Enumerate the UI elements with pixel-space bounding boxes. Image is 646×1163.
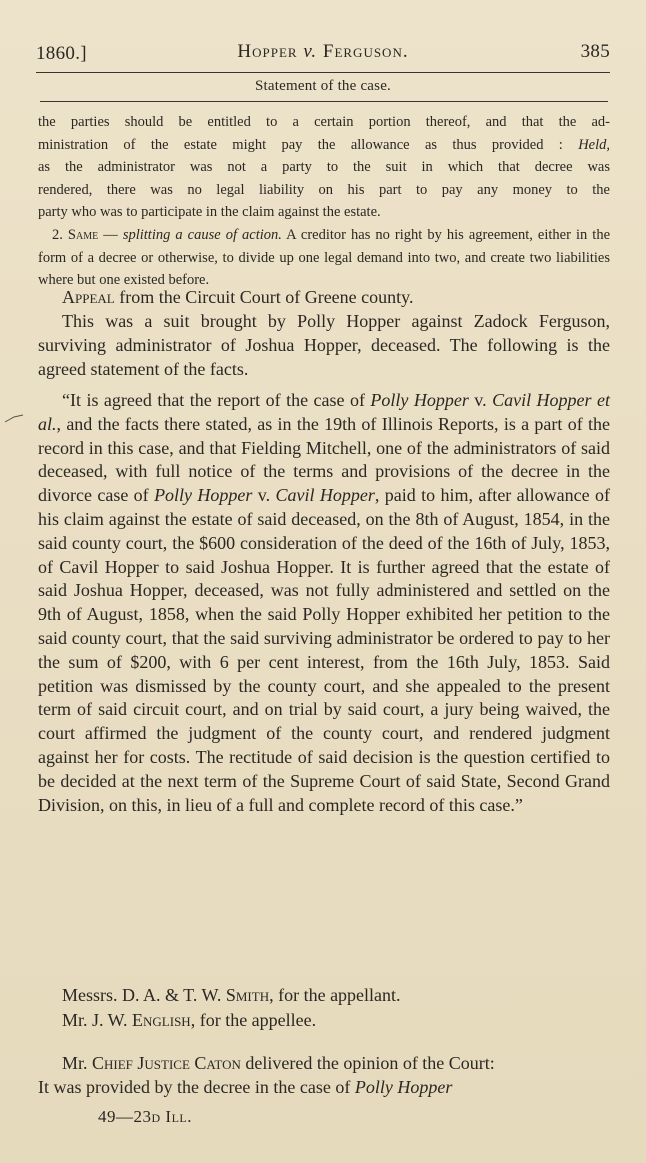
- margin-pencil-mark: [4, 414, 24, 424]
- stmt-case1b: Cavil Hopper et al.: [38, 390, 610, 434]
- counsel-appellee: [38, 1009, 610, 1033]
- opinion-post: delivered the opinion of the Court:: [240, 1053, 495, 1073]
- headnote-line-2: [38, 134, 610, 157]
- signature-mark: [98, 1107, 192, 1127]
- headnote-line-1: the parties should be entitled to a certain portion thereof, and that the ad-: [38, 114, 610, 130]
- stmt-case2b: Cavil Hopper: [275, 485, 375, 506]
- counsel2-pre: Mr. J. W.: [62, 1010, 133, 1030]
- page-subtitle: Statement of the case.: [254, 78, 392, 94]
- headnote-2-text: A creditor has no right by his agreement, either in the form of a decree or otherwise, to divide up one legal demand into two, and create two liabilities where but one existed before.: [38, 227, 611, 289]
- header-rule: [36, 72, 610, 73]
- counsel1-name: Smith: [225, 985, 270, 1005]
- opinion-pre: Mr.: [62, 1053, 93, 1073]
- headnote-line-2-text: ministration of the estate might pay the allowance as thus provided : Held,: [38, 136, 610, 153]
- folio-right: 385: [580, 41, 610, 62]
- headnote-line-5: party who was to participate in the claim against the estate.: [38, 204, 381, 221]
- signature-sc: d Ill.: [151, 1107, 192, 1126]
- folio-left: 1860.]: [36, 43, 87, 64]
- stmt-case1: Polly Hopper: [370, 390, 469, 410]
- agreed-statement: [38, 389, 610, 817]
- stmt-rest: , paid to him, after allowance of his claim against the estate of said deceased, on the 8th of August, 1854, in the said county court, the $600 consideration of the deed of the 16th of July, 1853, of Cavil Hopper to said Joshua Hopper. It is further agreed that the estate of said Joshua Hopper, deceased, was not fully administered and settled on the 9th of August, 1858, when the said Polly Hopper exhibited her petition to the said county court, that the said surviving administrator be ordered to pay to her the sum of $200, with 6 per cent interest, from the 16th July, 1853. Said petition was dismissed by the county court, and she appealed to the present term of said circuit court, and on trial by said court, a jury being waived, the court affirmed the judgment of the county court, and rendered judgment against her for costs. The rectitude of said decision is the question certified to be decided at the next term of the Supreme Court of said State, Second Grand Division, on this, in lieu of a full and complete record of this case.”: [38, 485, 610, 815]
- signature-pre: 49—23: [98, 1107, 152, 1126]
- stmt-mid1: , and the facts there stated, as in the 19th of Illinois Reports, is a part of the record in this case, and that Fielding Mitchell, one of the administrators of said deceased, with full notice of the terms and provisions of the decree in the divorce case of: [38, 413, 610, 506]
- appeal-label: Appeal: [62, 287, 115, 307]
- headnote-2: [38, 224, 610, 292]
- opinion-name: Chief Justice Caton: [92, 1053, 241, 1073]
- title-part2: Ferguson.: [322, 41, 409, 62]
- opinion-first-line: [38, 1076, 610, 1100]
- stmt-v2: v.: [252, 485, 276, 506]
- intro-paragraph: This was a suit brought by Polly Hopper against Zadock Ferguson, surviving administrator of Joshua Hopper, deceased. The following is the agreed statement of the facts.: [38, 311, 610, 379]
- counsel-appellant: [38, 984, 610, 1008]
- counsel1-post: , for the appellant.: [269, 985, 401, 1005]
- appeal-text: from the Circuit Court of Greene county.: [114, 287, 414, 307]
- opinion-line: [38, 1052, 610, 1076]
- stmt-v1: v.: [468, 390, 493, 410]
- counsel2-post: , for the appellee.: [190, 1010, 317, 1030]
- counsel2-name: English: [132, 1010, 191, 1030]
- last-line-case: Polly Hopper: [354, 1077, 453, 1097]
- title-part1: Hopper: [237, 41, 298, 62]
- counsel1-pre: Messrs. D. A. & T. W.: [62, 985, 226, 1005]
- stmt-open: “It is agreed that the report of the case of: [62, 390, 371, 410]
- headnote-line-3: as the administrator was not a party to the suit in which that decree was: [38, 159, 610, 176]
- headnote-line-4: rendered, there was no legal liability on his part to pay any money to the: [38, 181, 610, 198]
- running-title: [36, 40, 610, 64]
- appeal-line: [38, 286, 610, 310]
- headnote-2-dash: —: [98, 227, 123, 243]
- subtitle-rule: [40, 101, 608, 102]
- headnote-2-label: 2. Same: [52, 227, 99, 243]
- headnote-2-italic: splitting a cause of action.: [122, 227, 282, 243]
- stmt-case2: Polly Hopper: [154, 485, 253, 506]
- held-italic: Held,: [578, 136, 610, 153]
- title-v: v.: [303, 41, 318, 62]
- last-line-pre: It was provided by the decree in the case of: [38, 1077, 355, 1097]
